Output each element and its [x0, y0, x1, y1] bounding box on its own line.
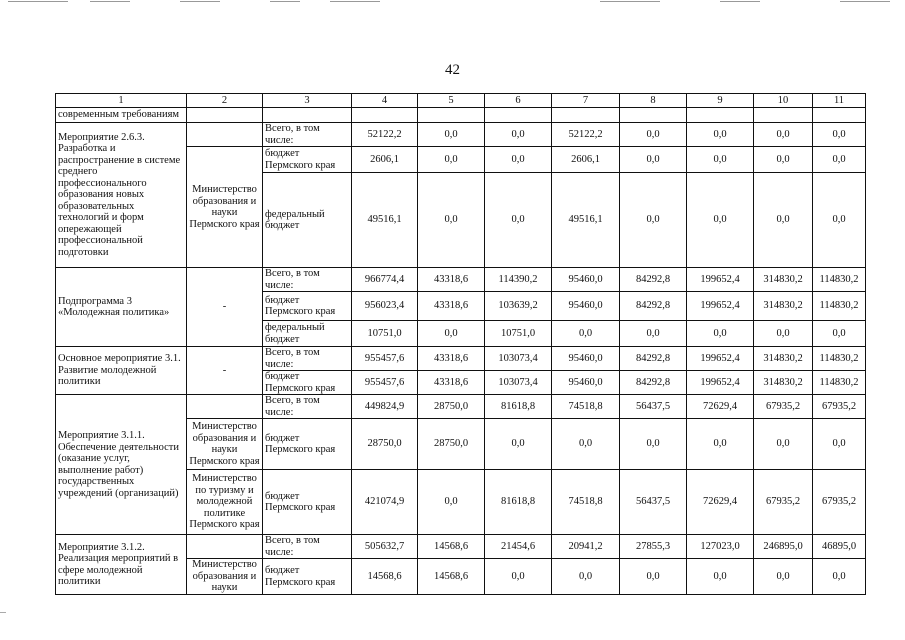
amount-cell: 0,0	[418, 173, 485, 268]
amount-cell: 0,0	[754, 123, 813, 147]
amount-cell: 0,0	[813, 559, 866, 595]
amount-cell: 103639,2	[485, 292, 552, 321]
amount-cell: 314830,2	[754, 268, 813, 292]
amount-cell: 0,0	[485, 419, 552, 470]
scan-top-marks	[0, 0, 905, 6]
amount-cell: 246895,0	[754, 535, 813, 559]
column-header-4: 4	[352, 94, 418, 108]
amount-cell: 72629,4	[687, 395, 754, 419]
amount-cell: 0,0	[620, 321, 687, 347]
amount-cell: 74518,8	[552, 470, 620, 535]
funding-source: бюджет Пермского края	[263, 371, 352, 395]
budget-table-body	[56, 94, 866, 595]
amount-cell: 505632,7	[352, 535, 418, 559]
amount-cell: 966774,4	[352, 268, 418, 292]
amount-cell: 0,0	[687, 321, 754, 347]
column-header-9: 9	[687, 94, 754, 108]
funding-source: Всего, в том числе:	[263, 123, 352, 147]
amount-cell: 0,0	[687, 123, 754, 147]
amount-cell: 114830,2	[813, 292, 866, 321]
amount-cell: 0,0	[552, 419, 620, 470]
amount-cell: 0,0	[687, 147, 754, 173]
amount-cell: 2606,1	[552, 147, 620, 173]
table-row	[56, 123, 866, 147]
page-number: 42	[445, 62, 460, 78]
amount-cell: 14568,6	[418, 535, 485, 559]
funding-source: федеральный бюджет	[263, 321, 352, 347]
amount-cell: 103073,4	[485, 371, 552, 395]
column-header-1: 1	[56, 94, 187, 108]
amount-cell: 199652,4	[687, 347, 754, 371]
amount-cell: 0,0	[620, 123, 687, 147]
amount-cell: 95460,0	[552, 347, 620, 371]
amount-cell: 449824,9	[352, 395, 418, 419]
amount-cell: 0,0	[552, 559, 620, 595]
amount-cell: 49516,1	[552, 173, 620, 268]
amount-cell: 0,0	[620, 147, 687, 173]
amount-cell: 0,0	[418, 147, 485, 173]
amount-cell: 0,0	[418, 470, 485, 535]
funding-source: бюджет Пермского края	[263, 559, 352, 595]
amount-cell: 14568,6	[352, 559, 418, 595]
amount-cell: 421074,9	[352, 470, 418, 535]
amount-cell: 103073,4	[485, 347, 552, 371]
amount-cell: 84292,8	[620, 371, 687, 395]
funding-source: Всего, в том числе:	[263, 395, 352, 419]
amount-cell: 0,0	[687, 173, 754, 268]
amount-cell: 0,0	[813, 147, 866, 173]
amount-cell: 0,0	[754, 559, 813, 595]
amount-cell: 84292,8	[620, 347, 687, 371]
executor: Министерство образования и науки	[187, 559, 263, 595]
column-header-11: 11	[813, 94, 866, 108]
scan-bottom-mark	[0, 612, 6, 613]
amount-cell: 28750,0	[352, 419, 418, 470]
amount-cell: 52122,2	[552, 123, 620, 147]
executor	[187, 535, 263, 559]
amount-cell: 0,0	[485, 173, 552, 268]
program-name: Подпрограмма 3 «Молодежная политика»	[56, 268, 187, 347]
amount-cell: 127023,0	[687, 535, 754, 559]
amount-cell: 314830,2	[754, 292, 813, 321]
amount-cell: 28750,0	[418, 395, 485, 419]
amount-cell: 27855,3	[620, 535, 687, 559]
amount-cell: 81618,8	[485, 395, 552, 419]
amount-cell: 0,0	[620, 173, 687, 268]
amount-cell: 0,0	[620, 419, 687, 470]
column-header-8: 8	[620, 94, 687, 108]
funding-source: бюджет Пермского края	[263, 147, 352, 173]
amount-cell: 46895,0	[813, 535, 866, 559]
amount-cell: 74518,8	[552, 395, 620, 419]
table-row	[56, 268, 866, 292]
amount-cell: 43318,6	[418, 371, 485, 395]
amount-cell: 67935,2	[754, 470, 813, 535]
executor: Министерство образования и науки Пермского края	[187, 419, 263, 470]
amount-cell: 43318,6	[418, 292, 485, 321]
amount-cell: 0,0	[813, 123, 866, 147]
executor: Министерство образования и науки Пермского края	[187, 147, 263, 268]
continuation-text: современным требованиям	[56, 108, 187, 123]
header-row	[56, 94, 866, 108]
amount-cell: 0,0	[687, 559, 754, 595]
amount-cell: 67935,2	[813, 470, 866, 535]
amount-cell: 49516,1	[352, 173, 418, 268]
amount-cell: 0,0	[418, 123, 485, 147]
amount-cell: 0,0	[754, 173, 813, 268]
amount-cell: 114830,2	[813, 268, 866, 292]
amount-cell: 0,0	[754, 419, 813, 470]
table-row	[56, 395, 866, 419]
amount-cell: 72629,4	[687, 470, 754, 535]
table-row	[56, 347, 866, 371]
program-name: Мероприятие 3.1.1. Обеспечение деятельности (оказание услуг, выполнение работ) государственных учреждений (организаций)	[56, 395, 187, 535]
table-row	[56, 535, 866, 559]
program-name: Мероприятие 3.1.2. Реализация мероприятий в сфере молодежной политики	[56, 535, 187, 595]
amount-cell: 199652,4	[687, 371, 754, 395]
amount-cell: 0,0	[620, 559, 687, 595]
amount-cell: 199652,4	[687, 292, 754, 321]
amount-cell: 0,0	[485, 559, 552, 595]
amount-cell: 20941,2	[552, 535, 620, 559]
amount-cell: 956023,4	[352, 292, 418, 321]
amount-cell: 2606,1	[352, 147, 418, 173]
funding-source: бюджет Пермского края	[263, 292, 352, 321]
funding-source: Всего, в том числе:	[263, 347, 352, 371]
amount-cell: 95460,0	[552, 268, 620, 292]
amount-cell: 67935,2	[813, 395, 866, 419]
column-header-10: 10	[754, 94, 813, 108]
amount-cell: 43318,6	[418, 347, 485, 371]
amount-cell: 95460,0	[552, 371, 620, 395]
amount-cell: 14568,6	[418, 559, 485, 595]
budget-table	[55, 93, 866, 595]
executor	[187, 395, 263, 419]
column-header-7: 7	[552, 94, 620, 108]
amount-cell: 0,0	[813, 419, 866, 470]
program-name: Основное мероприятие 3.1. Развитие молодежной политики	[56, 347, 187, 395]
amount-cell: 84292,8	[620, 268, 687, 292]
executor	[187, 123, 263, 147]
amount-cell: 955457,6	[352, 347, 418, 371]
amount-cell: 0,0	[754, 147, 813, 173]
amount-cell: 0,0	[687, 419, 754, 470]
column-header-6: 6	[485, 94, 552, 108]
amount-cell: 0,0	[418, 321, 485, 347]
amount-cell: 0,0	[485, 123, 552, 147]
amount-cell: 52122,2	[352, 123, 418, 147]
amount-cell: 955457,6	[352, 371, 418, 395]
column-header-3: 3	[263, 94, 352, 108]
funding-source: Всего, в том числе:	[263, 535, 352, 559]
executor: -	[187, 347, 263, 395]
funding-source: бюджет Пермского края	[263, 419, 352, 470]
amount-cell: 67935,2	[754, 395, 813, 419]
amount-cell: 314830,2	[754, 371, 813, 395]
column-header-2: 2	[187, 94, 263, 108]
amount-cell: 84292,8	[620, 292, 687, 321]
amount-cell: 10751,0	[352, 321, 418, 347]
amount-cell: 56437,5	[620, 395, 687, 419]
executor: Министерство по туризму и молодежной политике Пермского края	[187, 470, 263, 535]
amount-cell: 0,0	[552, 321, 620, 347]
amount-cell: 0,0	[485, 147, 552, 173]
continuation-row	[56, 108, 866, 123]
funding-source: бюджет Пермского края	[263, 470, 352, 535]
amount-cell: 199652,4	[687, 268, 754, 292]
amount-cell: 314830,2	[754, 347, 813, 371]
column-header-5: 5	[418, 94, 485, 108]
funding-source: федеральный бюджет	[263, 173, 352, 268]
amount-cell: 95460,0	[552, 292, 620, 321]
amount-cell: 81618,8	[485, 470, 552, 535]
amount-cell: 43318,6	[418, 268, 485, 292]
executor: -	[187, 268, 263, 347]
amount-cell: 114830,2	[813, 347, 866, 371]
amount-cell: 0,0	[754, 321, 813, 347]
funding-source: Всего, в том числе:	[263, 268, 352, 292]
amount-cell: 28750,0	[418, 419, 485, 470]
amount-cell: 0,0	[813, 173, 866, 268]
amount-cell: 10751,0	[485, 321, 552, 347]
amount-cell: 114390,2	[485, 268, 552, 292]
amount-cell: 56437,5	[620, 470, 687, 535]
amount-cell: 21454,6	[485, 535, 552, 559]
program-name: Мероприятие 2.6.3. Разработка и распространение в системе среднего профессионального образования новых образовательных технологий и форм опережающей профессиональной подготовки	[56, 123, 187, 268]
amount-cell: 0,0	[813, 321, 866, 347]
amount-cell: 114830,2	[813, 371, 866, 395]
